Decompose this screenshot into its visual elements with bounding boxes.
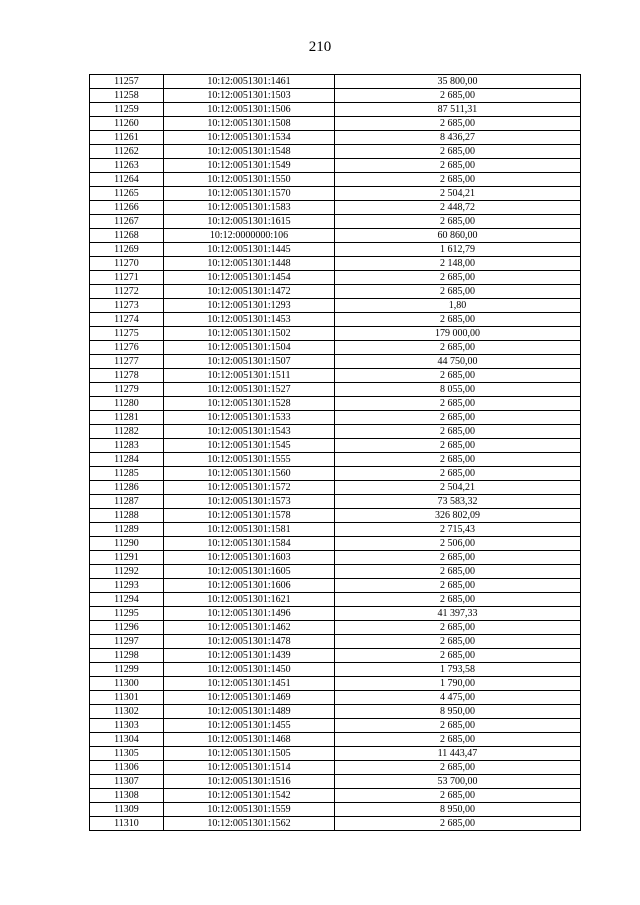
- table-row: [90, 299, 581, 313]
- table-row: [90, 551, 581, 565]
- amount-cell: 2 685,00: [335, 579, 581, 593]
- table-row: [90, 495, 581, 509]
- row-number-cell: 11292: [90, 565, 164, 579]
- page-number: 210: [308, 39, 332, 55]
- table-row: [90, 229, 581, 243]
- cadastral-number-cell: 10:12:0051301:1549: [164, 159, 335, 173]
- amount-cell: 2 504,21: [335, 481, 581, 495]
- amount-cell: 2 685,00: [335, 173, 581, 187]
- cadastral-number-cell: 10:12:0051301:1439: [164, 649, 335, 663]
- cadastral-number-cell: 10:12:0051301:1455: [164, 719, 335, 733]
- amount-cell: 2 685,00: [335, 313, 581, 327]
- amount-cell: 2 685,00: [335, 159, 581, 173]
- cadastral-number-cell: 10:12:0051301:1548: [164, 145, 335, 159]
- row-number-cell: 11259: [90, 103, 164, 117]
- table-row: [90, 411, 581, 425]
- row-number-cell: 11274: [90, 313, 164, 327]
- cadastral-number-cell: 10:12:0051301:1453: [164, 313, 335, 327]
- row-number-cell: 11283: [90, 439, 164, 453]
- amount-cell: 2 685,00: [335, 89, 581, 103]
- table-row: [90, 453, 581, 467]
- row-number-cell: 11257: [90, 75, 164, 89]
- row-number-cell: 11270: [90, 257, 164, 271]
- cadastral-number-cell: 10:12:0051301:1462: [164, 621, 335, 635]
- table-row: [90, 635, 581, 649]
- amount-cell: 4 475,00: [335, 691, 581, 705]
- row-number-cell: 11272: [90, 285, 164, 299]
- row-number-cell: 11282: [90, 425, 164, 439]
- cadastral-number-cell: 10:12:0051301:1293: [164, 299, 335, 313]
- amount-cell: 73 583,32: [335, 495, 581, 509]
- row-number-cell: 11301: [90, 691, 164, 705]
- cadastral-number-cell: 10:12:0051301:1562: [164, 817, 335, 831]
- table-row: [90, 201, 581, 215]
- cadastral-number-cell: 10:12:0051301:1469: [164, 691, 335, 705]
- amount-cell: 2 685,00: [335, 397, 581, 411]
- table-row: [90, 271, 581, 285]
- table-row: [90, 439, 581, 453]
- row-number-cell: 11308: [90, 789, 164, 803]
- cadastral-number-cell: 10:12:0051301:1583: [164, 201, 335, 215]
- table-row: [90, 117, 581, 131]
- amount-cell: 8 436,27: [335, 131, 581, 145]
- amount-cell: 2 685,00: [335, 551, 581, 565]
- row-number-cell: 11290: [90, 537, 164, 551]
- table-row: [90, 397, 581, 411]
- table-row: [90, 75, 581, 89]
- table-row: [90, 607, 581, 621]
- table-row: [90, 691, 581, 705]
- row-number-cell: 11288: [90, 509, 164, 523]
- amount-cell: 2 685,00: [335, 719, 581, 733]
- row-number-cell: 11291: [90, 551, 164, 565]
- row-number-cell: 11310: [90, 817, 164, 831]
- amount-cell: 179 000,00: [335, 327, 581, 341]
- cadastral-number-cell: 10:12:0051301:1528: [164, 397, 335, 411]
- cadastral-number-cell: 10:12:0051301:1450: [164, 663, 335, 677]
- row-number-cell: 11294: [90, 593, 164, 607]
- cadastral-number-cell: 10:12:0051301:1489: [164, 705, 335, 719]
- cadastral-number-cell: 10:12:0051301:1527: [164, 383, 335, 397]
- cadastral-number-cell: 10:12:0051301:1584: [164, 537, 335, 551]
- cadastral-number-cell: 10:12:0051301:1496: [164, 607, 335, 621]
- row-number-cell: 11307: [90, 775, 164, 789]
- row-number-cell: 11261: [90, 131, 164, 145]
- amount-cell: 2 685,00: [335, 565, 581, 579]
- row-number-cell: 11271: [90, 271, 164, 285]
- row-number-cell: 11293: [90, 579, 164, 593]
- table-row: [90, 467, 581, 481]
- cadastral-number-cell: 10:12:0051301:1621: [164, 593, 335, 607]
- row-number-cell: 11302: [90, 705, 164, 719]
- cadastral-number-cell: 10:12:0051301:1555: [164, 453, 335, 467]
- amount-cell: 44 750,00: [335, 355, 581, 369]
- cadastral-number-cell: 10:12:0051301:1503: [164, 89, 335, 103]
- amount-cell: 2 685,00: [335, 453, 581, 467]
- cadastral-number-cell: 10:12:0051301:1533: [164, 411, 335, 425]
- amount-cell: 87 511,31: [335, 103, 581, 117]
- row-number-cell: 11303: [90, 719, 164, 733]
- amount-cell: 2 685,00: [335, 117, 581, 131]
- row-number-cell: 11309: [90, 803, 164, 817]
- table-row: [90, 733, 581, 747]
- table-row: [90, 383, 581, 397]
- cadastral-number-cell: 10:12:0051301:1605: [164, 565, 335, 579]
- row-number-cell: 11305: [90, 747, 164, 761]
- table-row: [90, 677, 581, 691]
- amount-cell: 35 800,00: [335, 75, 581, 89]
- cadastral-number-cell: 10:12:0051301:1468: [164, 733, 335, 747]
- cadastral-number-cell: 10:12:0051301:1559: [164, 803, 335, 817]
- row-number-cell: 11273: [90, 299, 164, 313]
- cadastral-number-cell: 10:12:0051301:1545: [164, 439, 335, 453]
- amount-cell: 2 685,00: [335, 635, 581, 649]
- row-number-cell: 11266: [90, 201, 164, 215]
- cadastral-number-cell: 10:12:0051301:1514: [164, 761, 335, 775]
- cadastral-number-cell: 10:12:0000000:106: [164, 229, 335, 243]
- amount-cell: 1 793,58: [335, 663, 581, 677]
- row-number-cell: 11280: [90, 397, 164, 411]
- amount-cell: 2 685,00: [335, 789, 581, 803]
- table-row: [90, 523, 581, 537]
- row-number-cell: 11260: [90, 117, 164, 131]
- table-row: [90, 705, 581, 719]
- row-number-cell: 11289: [90, 523, 164, 537]
- amount-cell: 1 790,00: [335, 677, 581, 691]
- cadastral-number-cell: 10:12:0051301:1505: [164, 747, 335, 761]
- table-row: [90, 103, 581, 117]
- row-number-cell: 11296: [90, 621, 164, 635]
- table-row: [90, 285, 581, 299]
- cadastral-number-cell: 10:12:0051301:1606: [164, 579, 335, 593]
- amount-cell: 2 685,00: [335, 411, 581, 425]
- table-row: [90, 565, 581, 579]
- table-row: [90, 131, 581, 145]
- table-row: [90, 369, 581, 383]
- amount-cell: 2 685,00: [335, 271, 581, 285]
- cadastral-number-cell: 10:12:0051301:1578: [164, 509, 335, 523]
- amount-cell: 2 685,00: [335, 761, 581, 775]
- amount-cell: 41 397,33: [335, 607, 581, 621]
- row-number-cell: 11265: [90, 187, 164, 201]
- registry-table: [89, 74, 581, 831]
- cadastral-number-cell: 10:12:0051301:1550: [164, 173, 335, 187]
- amount-cell: 2 506,00: [335, 537, 581, 551]
- cadastral-number-cell: 10:12:0051301:1534: [164, 131, 335, 145]
- table-row: [90, 509, 581, 523]
- amount-cell: 8 950,00: [335, 705, 581, 719]
- table-row: [90, 803, 581, 817]
- amount-cell: 2 685,00: [335, 215, 581, 229]
- amount-cell: 2 685,00: [335, 341, 581, 355]
- table-row: [90, 817, 581, 831]
- row-number-cell: 11268: [90, 229, 164, 243]
- amount-cell: 2 685,00: [335, 733, 581, 747]
- table-row: [90, 775, 581, 789]
- amount-cell: 2 685,00: [335, 593, 581, 607]
- amount-cell: 2 715,43: [335, 523, 581, 537]
- cadastral-number-cell: 10:12:0051301:1502: [164, 327, 335, 341]
- cadastral-number-cell: 10:12:0051301:1516: [164, 775, 335, 789]
- row-number-cell: 11275: [90, 327, 164, 341]
- table-row: [90, 789, 581, 803]
- row-number-cell: 11284: [90, 453, 164, 467]
- amount-cell: 2 685,00: [335, 467, 581, 481]
- cadastral-number-cell: 10:12:0051301:1448: [164, 257, 335, 271]
- cadastral-number-cell: 10:12:0051301:1508: [164, 117, 335, 131]
- row-number-cell: 11281: [90, 411, 164, 425]
- table-row: [90, 537, 581, 551]
- table-row: [90, 747, 581, 761]
- row-number-cell: 11279: [90, 383, 164, 397]
- table-row: [90, 761, 581, 775]
- table-row: [90, 355, 581, 369]
- amount-cell: 1 612,79: [335, 243, 581, 257]
- table-row: [90, 341, 581, 355]
- row-number-cell: 11267: [90, 215, 164, 229]
- cadastral-number-cell: 10:12:0051301:1572: [164, 481, 335, 495]
- cadastral-number-cell: 10:12:0051301:1573: [164, 495, 335, 509]
- amount-cell: 1,80: [335, 299, 581, 313]
- amount-cell: 2 685,00: [335, 425, 581, 439]
- cadastral-number-cell: 10:12:0051301:1461: [164, 75, 335, 89]
- cadastral-number-cell: 10:12:0051301:1451: [164, 677, 335, 691]
- table-row: [90, 313, 581, 327]
- row-number-cell: 11277: [90, 355, 164, 369]
- table-row: [90, 481, 581, 495]
- table-row: [90, 243, 581, 257]
- amount-cell: 2 685,00: [335, 649, 581, 663]
- table-row: [90, 89, 581, 103]
- amount-cell: 326 802,09: [335, 509, 581, 523]
- cadastral-number-cell: 10:12:0051301:1472: [164, 285, 335, 299]
- cadastral-number-cell: 10:12:0051301:1445: [164, 243, 335, 257]
- table-row: [90, 173, 581, 187]
- amount-cell: 2 504,21: [335, 187, 581, 201]
- amount-cell: 2 685,00: [335, 621, 581, 635]
- row-number-cell: 11299: [90, 663, 164, 677]
- row-number-cell: 11297: [90, 635, 164, 649]
- amount-cell: 11 443,47: [335, 747, 581, 761]
- row-number-cell: 11306: [90, 761, 164, 775]
- amount-cell: 2 685,00: [335, 145, 581, 159]
- registry-table-body: [90, 75, 581, 831]
- cadastral-number-cell: 10:12:0051301:1478: [164, 635, 335, 649]
- row-number-cell: 11286: [90, 481, 164, 495]
- row-number-cell: 11276: [90, 341, 164, 355]
- table-row: [90, 187, 581, 201]
- amount-cell: 2 685,00: [335, 285, 581, 299]
- cadastral-number-cell: 10:12:0051301:1570: [164, 187, 335, 201]
- row-number-cell: 11304: [90, 733, 164, 747]
- table-row: [90, 145, 581, 159]
- cadastral-number-cell: 10:12:0051301:1542: [164, 789, 335, 803]
- row-number-cell: 11285: [90, 467, 164, 481]
- amount-cell: 2 448,72: [335, 201, 581, 215]
- table-row: [90, 663, 581, 677]
- row-number-cell: 11278: [90, 369, 164, 383]
- amount-cell: 60 860,00: [335, 229, 581, 243]
- amount-cell: 2 685,00: [335, 439, 581, 453]
- row-number-cell: 11269: [90, 243, 164, 257]
- cadastral-number-cell: 10:12:0051301:1543: [164, 425, 335, 439]
- table-row: [90, 327, 581, 341]
- row-number-cell: 11264: [90, 173, 164, 187]
- cadastral-number-cell: 10:12:0051301:1506: [164, 103, 335, 117]
- row-number-cell: 11287: [90, 495, 164, 509]
- row-number-cell: 11298: [90, 649, 164, 663]
- table-row: [90, 579, 581, 593]
- amount-cell: 2 148,00: [335, 257, 581, 271]
- table-row: [90, 425, 581, 439]
- row-number-cell: 11263: [90, 159, 164, 173]
- amount-cell: 8 950,00: [335, 803, 581, 817]
- table-row: [90, 719, 581, 733]
- table-row: [90, 159, 581, 173]
- row-number-cell: 11300: [90, 677, 164, 691]
- cadastral-number-cell: 10:12:0051301:1507: [164, 355, 335, 369]
- amount-cell: 53 700,00: [335, 775, 581, 789]
- cadastral-number-cell: 10:12:0051301:1560: [164, 467, 335, 481]
- amount-cell: 8 055,00: [335, 383, 581, 397]
- cadastral-number-cell: 10:12:0051301:1454: [164, 271, 335, 285]
- table-row: [90, 215, 581, 229]
- cadastral-number-cell: 10:12:0051301:1603: [164, 551, 335, 565]
- cadastral-number-cell: 10:12:0051301:1581: [164, 523, 335, 537]
- cadastral-number-cell: 10:12:0051301:1504: [164, 341, 335, 355]
- table-row: [90, 257, 581, 271]
- table-row: [90, 593, 581, 607]
- amount-cell: 2 685,00: [335, 369, 581, 383]
- table-row: [90, 621, 581, 635]
- cadastral-number-cell: 10:12:0051301:1511: [164, 369, 335, 383]
- amount-cell: 2 685,00: [335, 817, 581, 831]
- row-number-cell: 11295: [90, 607, 164, 621]
- cadastral-number-cell: 10:12:0051301:1615: [164, 215, 335, 229]
- table-row: [90, 649, 581, 663]
- row-number-cell: 11262: [90, 145, 164, 159]
- row-number-cell: 11258: [90, 89, 164, 103]
